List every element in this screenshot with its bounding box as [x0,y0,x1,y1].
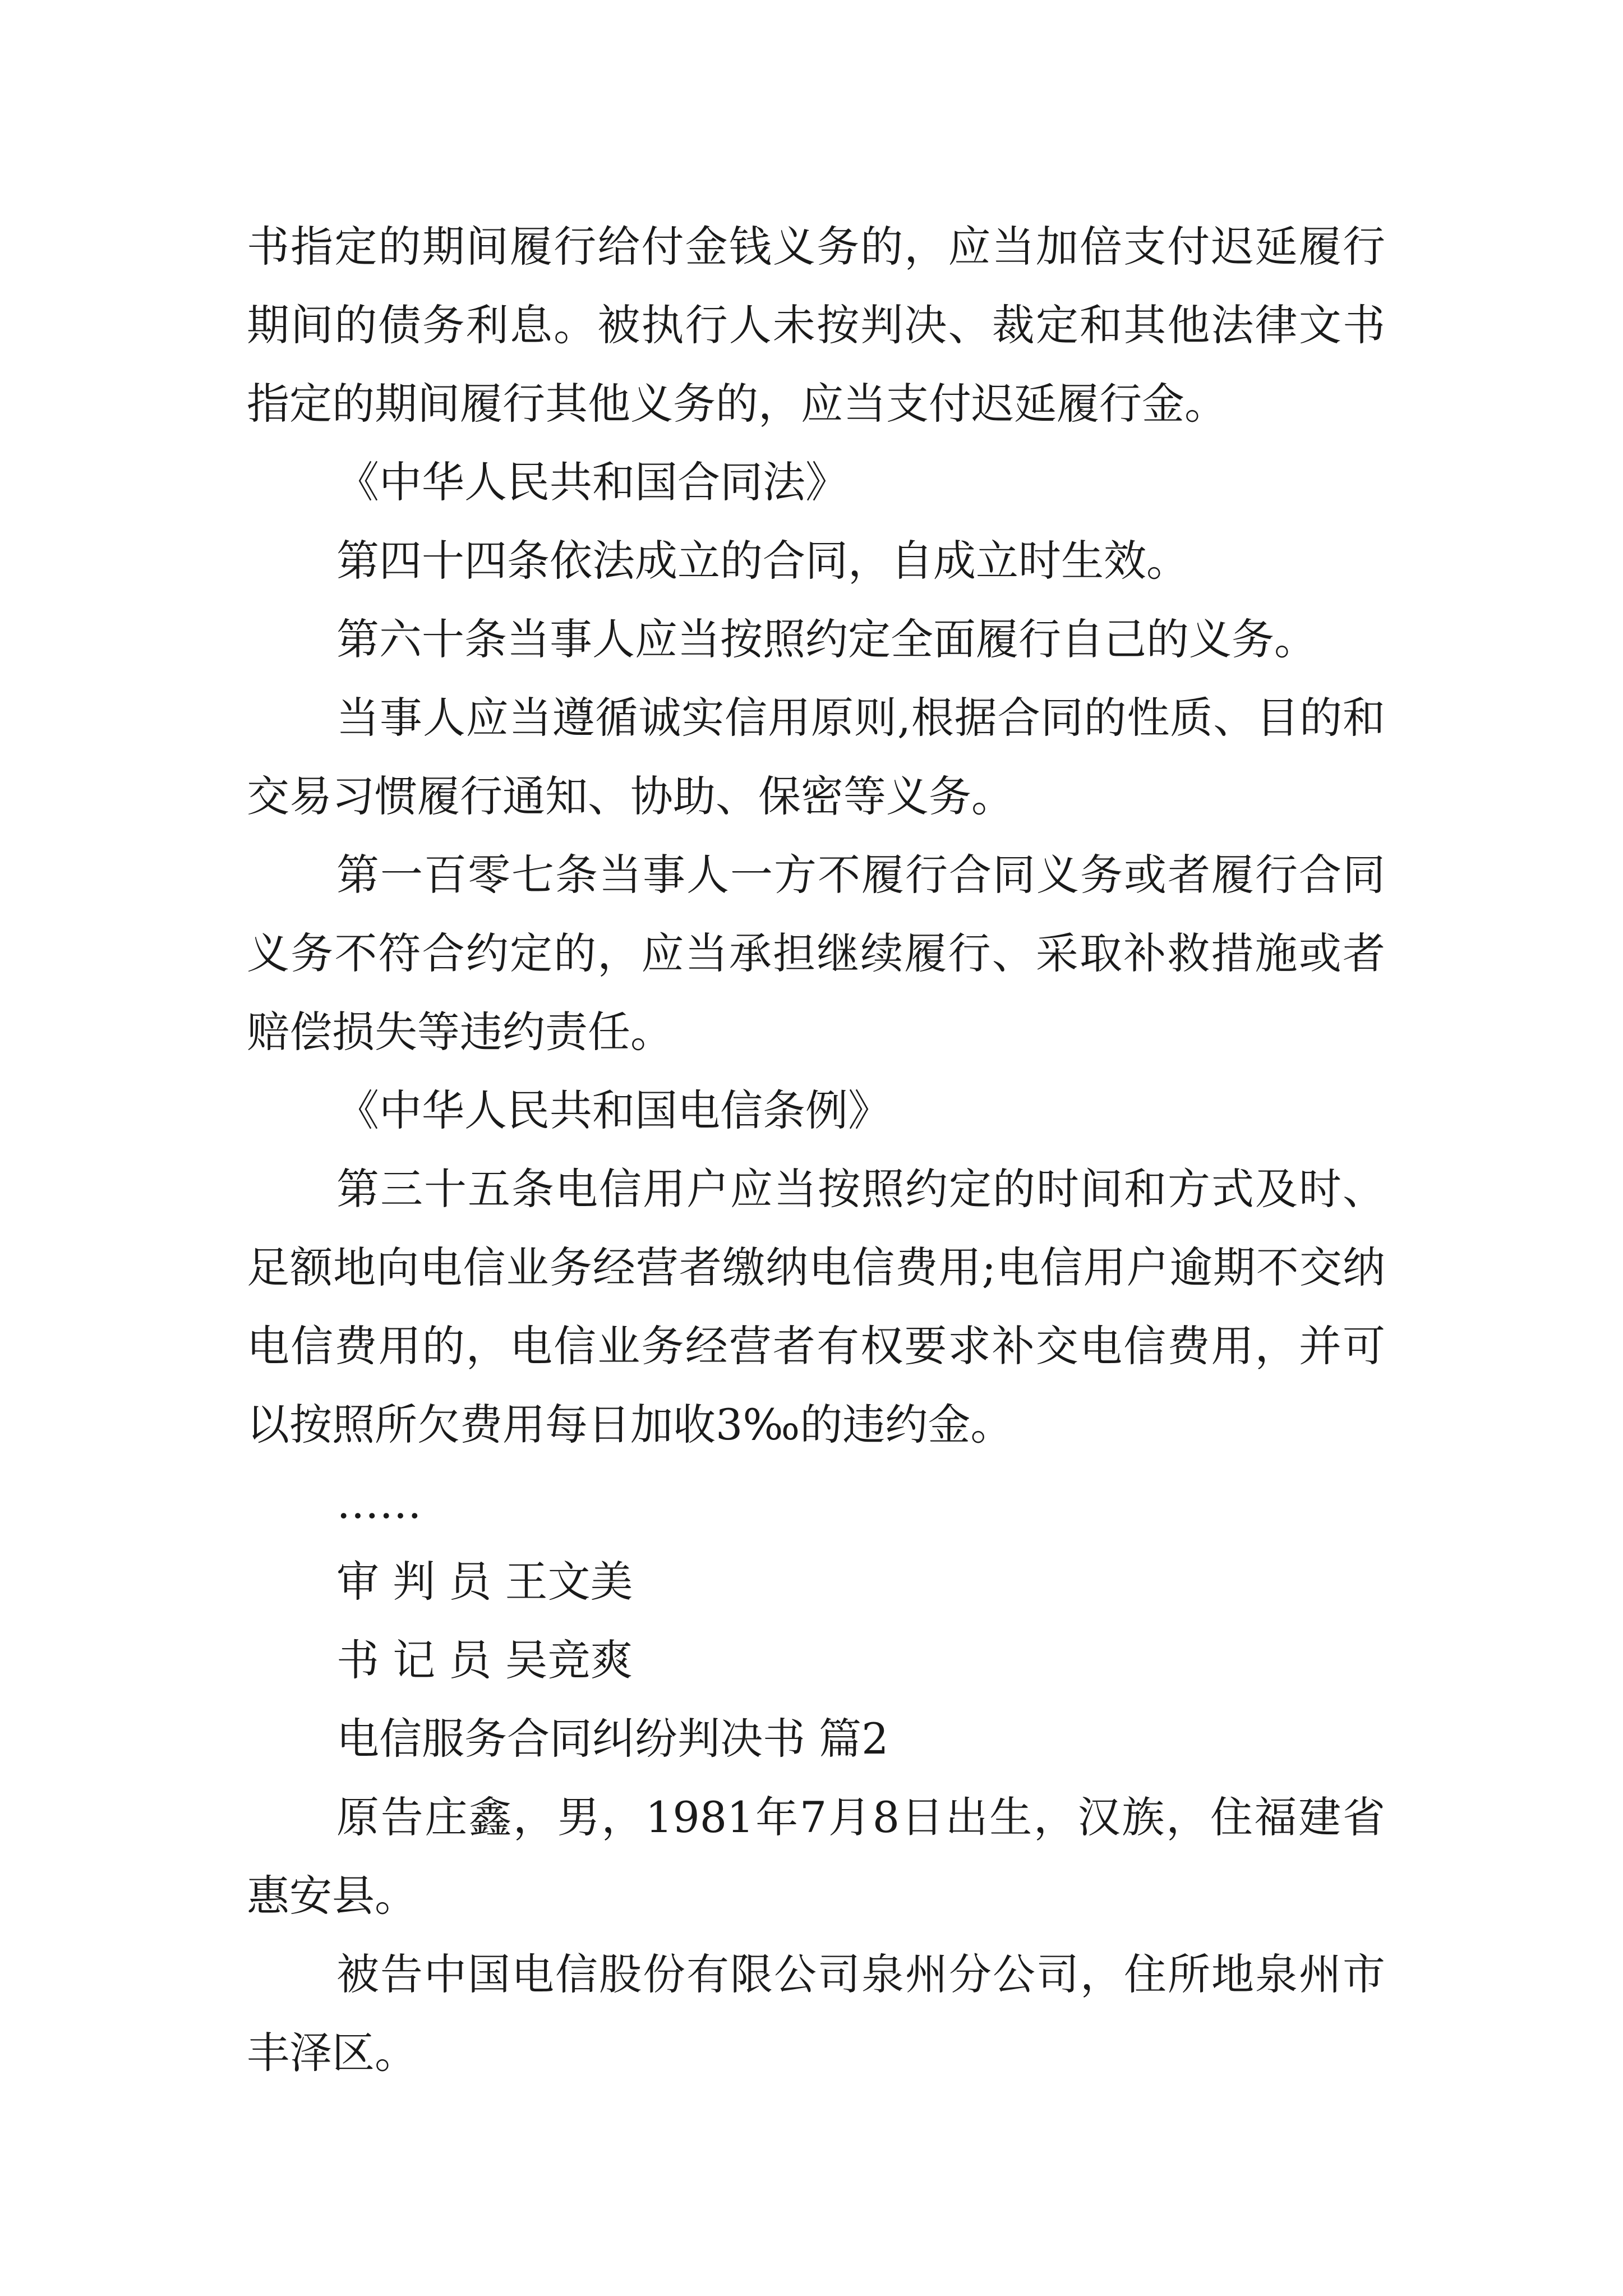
article-35: 第三十五条电信用户应当按照约定的时间和方式及时、足额地向电信业务经营者缴纳电信费用;电信用户逾期不交纳电信费用的，电信业务经营者有权要求补交电信费用，并可以按照所欠费用每日加收3‰的违约金。 [247,1164,1385,1450]
law-title-contract: 《中华人民共和国合同法》 [336,457,848,507]
paragraph-continuation: 书指定的期间履行给付金钱义务的，应当加倍支付迟延履行期间的债务利息。被执行人未按判决、裁定和其他法律文书指定的期间履行其他义务的，应当支付迟延履行金。 [247,222,1385,429]
article-60: 第六十条当事人应当按照约定全面履行自己的义务。 [336,614,1317,664]
clerk-signature: 书 记 员 吴竞爽 [336,1635,633,1685]
article-60-continued: 当事人应当遵循诚实信用原则,根据合同的性质、目的和交易习惯履行通知、协助、保密等义务。 [247,693,1385,821]
document-body [247,208,1385,2092]
article-107: 第一百零七条当事人一方不履行合同义务或者履行合同义务不符合约定的，应当承担继续履行、采取补救措施或者赔偿损失等违约责任。 [247,850,1385,1057]
defendant-info: 被告中国电信股份有限公司泉州分公司，住所地泉州市丰泽区。 [247,1949,1385,2078]
article-44: 第四十四条依法成立的合同，自成立时生效。 [336,536,1189,586]
section-heading: 电信服务合同纠纷判决书 篇2 [336,1714,889,1764]
ellipsis: …… [336,1478,422,1528]
law-title-telecom: 《中华人民共和国电信条例》 [336,1085,891,1135]
judge-signature: 审 判 员 王文美 [336,1557,633,1607]
plaintiff-info: 原告庄鑫，男，1981年7月8日出生，汉族，住福建省惠安县。 [247,1792,1385,1921]
